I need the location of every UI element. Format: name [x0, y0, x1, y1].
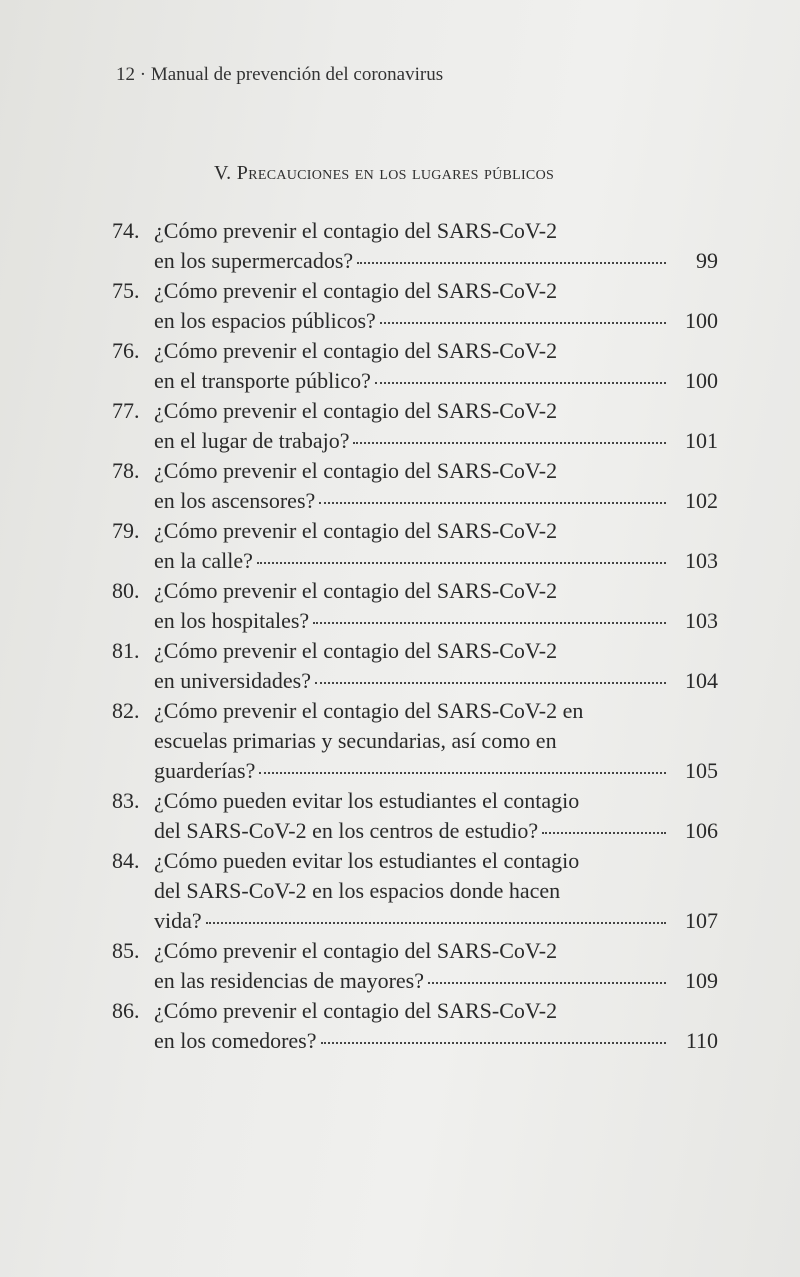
page-number: 110 — [685, 1028, 718, 1053]
section-title — [214, 162, 554, 185]
entry-title-line: en universidades? — [154, 668, 311, 693]
page-number: 103 — [685, 548, 718, 573]
dot-leader — [321, 1038, 667, 1044]
page-number: 104 — [685, 668, 718, 693]
toc-entry — [112, 216, 718, 276]
table-of-contents — [112, 216, 718, 1056]
page-number: 106 — [685, 818, 718, 843]
entry-title-line: ¿Cómo pueden evitar los estudiantes el contagio — [154, 848, 580, 873]
dot-leader — [357, 258, 666, 264]
dot-leader — [257, 558, 666, 564]
entry-title-line: ¿Cómo prevenir el contagio del SARS-CoV-2 — [154, 338, 558, 363]
entry-title-line: ¿Cómo prevenir el contagio del SARS-CoV-2 — [154, 398, 558, 423]
toc-entry — [112, 846, 718, 936]
entry-number: 79. — [112, 518, 140, 543]
toc-entry — [112, 516, 718, 576]
entry-title-line: ¿Cómo prevenir el contagio del SARS-CoV-2 — [154, 218, 558, 243]
entry-title-line: del SARS-CoV-2 en los espacios donde hacen — [154, 878, 561, 903]
section-title-text: Precauciones en los lugares públicos — [236, 162, 555, 184]
dot-leader — [313, 618, 666, 624]
dot-leader — [315, 678, 666, 684]
toc-entry — [112, 786, 718, 846]
page-number: 102 — [685, 488, 718, 513]
entry-title-line: en el lugar de trabajo? — [154, 428, 350, 453]
entry-title-line: ¿Cómo prevenir el contagio del SARS-CoV-2 — [154, 458, 558, 483]
entry-number: 78. — [112, 458, 140, 483]
toc-entry — [112, 396, 718, 456]
page-number: 103 — [685, 608, 718, 633]
entry-number: 74. — [112, 218, 140, 243]
entry-title-line: vida? — [154, 908, 202, 933]
entry-title-line: en el transporte público? — [154, 368, 371, 393]
page-number: 101 — [685, 428, 718, 453]
entry-title-line: en los comedores? — [154, 1028, 317, 1053]
page-number: 109 — [685, 968, 718, 993]
entry-title-line: en los espacios públicos? — [154, 308, 376, 333]
entry-number: 76. — [112, 338, 140, 363]
entry-title-line: ¿Cómo prevenir el contagio del SARS-CoV-2 — [154, 578, 558, 603]
entry-title-line: escuelas primarias y secundarias, así como en — [154, 728, 557, 753]
entry-title-line: ¿Cómo prevenir el contagio del SARS-CoV-2 — [154, 938, 558, 963]
entry-title-line: en los hospitales? — [154, 608, 310, 633]
section-numeral: V. — [214, 162, 232, 184]
dot-leader — [375, 378, 666, 384]
dot-leader — [428, 978, 666, 984]
entry-title-line: ¿Cómo prevenir el contagio del SARS-CoV-2 en — [154, 698, 584, 723]
entry-title-line: en las residencias de mayores? — [154, 968, 424, 993]
page-number: 105 — [685, 758, 718, 783]
toc-entry — [112, 636, 718, 696]
page-number: 100 — [685, 368, 718, 393]
entry-number: 81. — [112, 638, 140, 663]
page-number: 107 — [685, 908, 718, 933]
dot-leader — [206, 918, 666, 924]
entry-title-line: ¿Cómo prevenir el contagio del SARS-CoV-2 — [154, 998, 558, 1023]
entry-title-line: del SARS-CoV-2 en los centros de estudio? — [154, 818, 539, 843]
entry-number: 86. — [112, 998, 140, 1023]
entry-number: 80. — [112, 578, 140, 603]
entry-number: 83. — [112, 788, 140, 813]
entry-title-line: ¿Cómo prevenir el contagio del SARS-CoV-2 — [154, 638, 558, 663]
toc-entry — [112, 276, 718, 336]
entry-title-line: en los ascensores? — [154, 488, 316, 513]
page-number: 99 — [696, 248, 718, 273]
entry-title-line: ¿Cómo pueden evitar los estudiantes el contagio — [154, 788, 580, 813]
entry-title-line: guarderías? — [154, 758, 256, 783]
entry-title-line: ¿Cómo prevenir el contagio del SARS-CoV-2 — [154, 278, 558, 303]
dot-leader — [319, 498, 666, 504]
dot-leader — [353, 438, 666, 444]
dot-leader — [542, 828, 666, 834]
entry-title-line: ¿Cómo prevenir el contagio del SARS-CoV-2 — [154, 518, 558, 543]
dot-leader — [259, 768, 666, 774]
dot-leader — [380, 318, 666, 324]
entry-number: 85. — [112, 938, 140, 963]
entry-number: 75. — [112, 278, 140, 303]
toc-entry — [112, 456, 718, 516]
entry-number: 77. — [112, 398, 140, 423]
entry-title-line: en los supermercados? — [154, 248, 354, 273]
toc-entry — [112, 696, 718, 786]
entry-number: 84. — [112, 848, 140, 873]
toc-entry — [112, 936, 718, 996]
toc-entry — [112, 996, 718, 1056]
running-head: 12 · Manual de prevención del coronavirus — [116, 64, 444, 85]
toc-entry — [112, 576, 718, 636]
page-number: 100 — [685, 308, 718, 333]
entry-title-line: en la calle? — [154, 548, 253, 573]
entry-number: 82. — [112, 698, 140, 723]
toc-entry — [112, 336, 718, 396]
